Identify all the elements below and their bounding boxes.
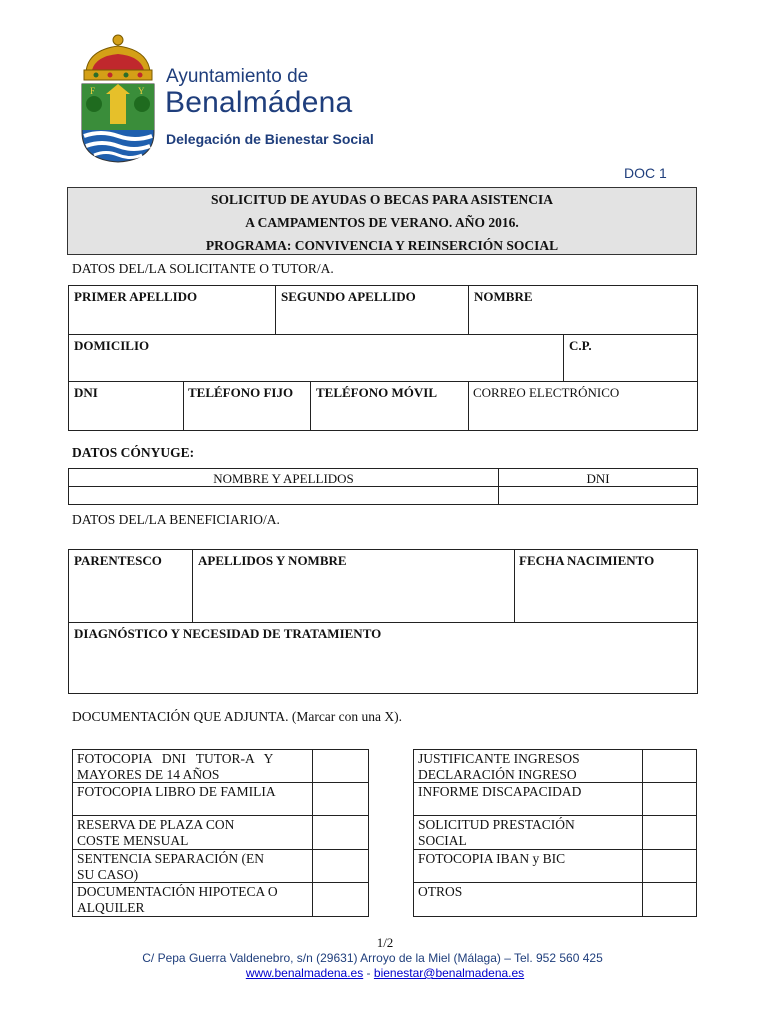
email-link[interactable]: bienestar@benalmadena.es: [373, 966, 525, 980]
doc-checkbox-left-4[interactable]: [312, 882, 369, 917]
doc-item-label-line2: SU CASO): [77, 867, 139, 882]
field-label: DNI: [74, 385, 98, 400]
field-label: CORREO ELECTRÓNICO: [473, 385, 620, 400]
field-label: NOMBRE: [474, 289, 533, 304]
doc-item-label-line1: OTROS: [418, 884, 463, 899]
doc-item-label-line2: DECLARACIÓN INGRESO: [418, 767, 577, 782]
doc-item-label-line2: SOCIAL: [418, 833, 467, 848]
doc-checkbox-left-0[interactable]: [312, 749, 369, 783]
org-department: Delegación de Bienestar Social: [166, 131, 374, 147]
field-cp[interactable]: [563, 334, 698, 382]
doc-item-right-2: [413, 815, 643, 850]
doc-item-label-line1: SOLICITUD PRESTACIÓN: [418, 817, 575, 832]
doc-item-left-0: [72, 749, 313, 783]
doc-item-right-0: [413, 749, 643, 783]
footer-address: C/ Pepa Guerra Valdenebro, s/n (29631) Arroyo de la Miel (Málaga) – Tel. 952 560 425: [142, 951, 603, 965]
field-label: NOMBRE Y APELLIDOS: [213, 471, 354, 486]
form-title-line2: A CAMPAMENTOS DE VERANO. AÑO 2016.: [245, 215, 519, 230]
section-heading-beneficiario: DATOS DEL/LA BENEFICIARIO/A.: [72, 512, 280, 527]
field-parentesco[interactable]: [68, 549, 193, 623]
field-label: DOMICILIO: [74, 338, 150, 353]
field-label: FECHA NACIMIENTO: [519, 553, 655, 568]
doc-checkbox-left-2[interactable]: [312, 815, 369, 850]
doc-item-right-4: [413, 882, 643, 917]
field-telefono-movil[interactable]: [310, 381, 469, 431]
field-fecha-nacimiento[interactable]: [514, 549, 698, 623]
section-heading-documentacion: DOCUMENTACIÓN QUE ADJUNTA. (Marcar con una X).: [72, 709, 403, 724]
doc-item-right-3: [413, 849, 643, 883]
field-segundo-apellido[interactable]: [275, 285, 469, 335]
doc-item-label-line1: INFORME DISCAPACIDAD: [418, 784, 582, 799]
doc-checkbox-left-1[interactable]: [312, 782, 369, 816]
field-label: APELLIDOS Y NOMBRE: [198, 553, 347, 568]
field-label: DNI: [586, 471, 610, 486]
field-apellidos-nombre[interactable]: [192, 549, 515, 623]
section-heading-solicitante: DATOS DEL/LA SOLICITANTE O TUTOR/A.: [72, 261, 334, 276]
field-label: PARENTESCO: [74, 553, 162, 568]
doc-item-label-line1: FOTOCOPIA LIBRO DE FAMILIA: [77, 784, 276, 799]
input-conyuge-nombre[interactable]: [68, 486, 499, 505]
input-conyuge-dni[interactable]: [498, 486, 698, 505]
field-label: TELÉFONO FIJO: [188, 385, 294, 400]
doc-checkbox-right-4[interactable]: [642, 882, 697, 917]
field-label: DIAGNÓSTICO Y NECESIDAD DE TRATAMIENTO: [74, 626, 382, 641]
svg-text:F: F: [90, 86, 96, 96]
svg-text:Y: Y: [138, 86, 145, 96]
form-title-line1: SOLICITUD DE AYUDAS O BECAS PARA ASISTENCIA: [210, 192, 554, 207]
field-label: PRIMER APELLIDO: [74, 289, 198, 304]
form-title-box: [67, 187, 697, 255]
doc-checkbox-right-2[interactable]: [642, 815, 697, 850]
doc-item-left-1: [72, 782, 313, 816]
doc-item-label-line2: COSTE MENSUAL: [77, 833, 189, 848]
field-label: C.P.: [569, 338, 592, 353]
doc-checkbox-right-0[interactable]: [642, 749, 697, 783]
doc-item-label-line1: SENTENCIA SEPARACIÓN (EN: [77, 851, 265, 866]
footer-links: [0, 966, 770, 980]
field-telefono-fijo[interactable]: [183, 381, 311, 431]
section-heading-conyuge: DATOS CÓNYUGE:: [72, 445, 195, 460]
doc-checkbox-right-3[interactable]: [642, 849, 697, 883]
doc-code: DOC 1: [624, 165, 667, 181]
form-title-line3: PROGRAMA: CONVIVENCIA Y REINSERCIÓN SOCIAL: [205, 238, 559, 253]
doc-item-label-line2: MAYORES DE 14 AÑOS: [77, 767, 220, 782]
page-number: 1/2: [376, 935, 394, 950]
doc-item-label-line2: ALQUILER: [77, 900, 145, 915]
field-correo[interactable]: [468, 381, 698, 431]
field-label: SEGUNDO APELLIDO: [281, 289, 416, 304]
field-nombre[interactable]: [468, 285, 698, 335]
doc-item-left-3: [72, 849, 313, 883]
doc-item-left-2: [72, 815, 313, 850]
header-conyuge-dni: [498, 468, 698, 487]
org-name-line1: Ayuntamiento de: [166, 66, 309, 87]
doc-item-label-line1: FOTOCOPIA IBAN y BIC: [418, 851, 566, 866]
field-label: TELÉFONO MÓVIL: [316, 385, 437, 400]
field-domicilio[interactable]: [68, 334, 564, 382]
header-conyuge-nombre: [68, 468, 499, 487]
field-dni[interactable]: [68, 381, 184, 431]
field-diagnostico[interactable]: [68, 622, 698, 694]
doc-item-label-line1: FOTOCOPIA DNI TUTOR-A Y: [77, 751, 274, 766]
doc-item-right-1: [413, 782, 643, 816]
website-link[interactable]: www.benalmadena.es: [245, 966, 364, 980]
coat-of-arms-logo: [76, 32, 160, 164]
doc-item-label-line1: JUSTIFICANTE INGRESOS: [418, 751, 580, 766]
doc-checkbox-right-1[interactable]: [642, 782, 697, 816]
doc-item-left-4: [72, 882, 313, 917]
doc-item-label-line1: RESERVA DE PLAZA CON: [77, 817, 235, 832]
org-name-line2: Benalmádena: [165, 86, 353, 119]
footer-separator: -: [363, 966, 374, 980]
field-primer-apellido[interactable]: [68, 285, 276, 335]
doc-item-label-line1: DOCUMENTACIÓN HIPOTECA O: [77, 884, 278, 899]
doc-checkbox-left-3[interactable]: [312, 849, 369, 883]
